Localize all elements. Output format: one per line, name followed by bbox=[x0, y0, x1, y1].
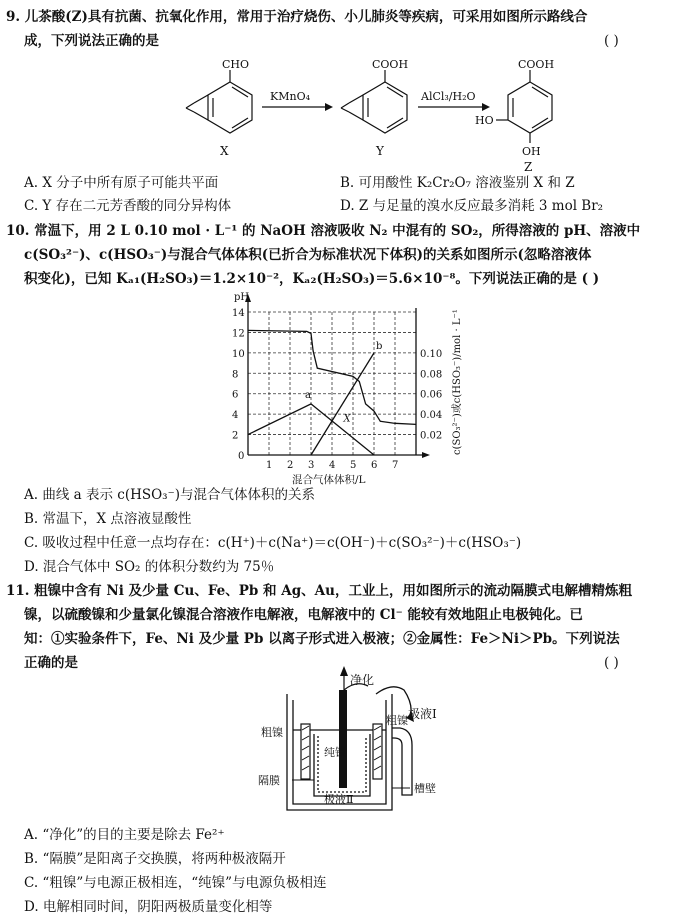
reagent-1-label: KMnO₄ bbox=[270, 90, 310, 103]
q10-option-c: C. 吸收过程中任意一点均存在：c(H⁺)＋c(Na⁺)＝c(OH⁻)＋c(SO₃²⁻)＋c(HSO₃⁻) bbox=[24, 535, 522, 551]
y2-tick-label: 0.10 bbox=[420, 348, 443, 360]
x-tick-label: 4 bbox=[329, 460, 336, 471]
y2-axis-label: c(SO₃²⁻)或c(HSO₃⁻)/mol · L⁻¹ bbox=[452, 309, 463, 455]
z-oh-label: OH bbox=[522, 145, 541, 158]
y2-tick-label: 0.02 bbox=[420, 430, 443, 442]
q10-stem-line2: c(SO₃²⁻)、c(HSO₃⁻)与混合气体体积(已折合为标准状况下体积)的关系如图所示(忽略溶液体 bbox=[24, 247, 592, 263]
q9-stem-line2: 成，下列说法正确的是 bbox=[24, 33, 159, 49]
x-tick-label: 3 bbox=[308, 460, 315, 471]
x-compound-label: X bbox=[220, 144, 229, 158]
q11-stem-line1: 11. 粗镍中含有 Ni 及少量 Cu、Fe、Pb 和 Ag、Au，工业上，用如图所示的流动隔膜式电解槽精炼粗 bbox=[6, 583, 632, 599]
q9-option-c: C. Y 存在二元芳香酸的同分异构体 bbox=[24, 198, 232, 214]
x-axis-label: 混合气体体积/L bbox=[292, 474, 366, 486]
liquid-2-label: 极液Ⅱ bbox=[324, 793, 354, 806]
origin-label: 0 bbox=[238, 451, 245, 462]
q9-option-d: D. Z 与足量的溴水反应最多消耗 3 mol Br₂ bbox=[340, 198, 604, 214]
q11-option-d: D. 电解相同时间，阴阳两极质量变化相等 bbox=[24, 899, 273, 915]
y2-tick-label: 0.08 bbox=[420, 369, 443, 381]
x-cho-label: CHO bbox=[222, 58, 250, 71]
y2-tick-label: 0.06 bbox=[420, 389, 443, 401]
q11-stem-line3: 知：①实验条件下，Fe、Ni 及少量 Pb 以离子形式进入极液；②金属性：Fe＞Ni＞Pb。下列说法 bbox=[24, 631, 620, 647]
y-tick-label: 8 bbox=[232, 369, 239, 381]
tank-wall-label: 槽壁 bbox=[414, 782, 436, 795]
y-tick-label: 10 bbox=[232, 348, 245, 360]
q11-answer-paren: ( ) bbox=[604, 655, 619, 671]
crude-nickel-right-label: 粗镍 bbox=[386, 714, 408, 727]
x-tick-label: 5 bbox=[350, 460, 357, 471]
crude-nickel-right-electrode bbox=[373, 724, 382, 779]
y-compound-label: Y bbox=[376, 144, 384, 158]
q11-option-b: B. “隔膜”是阳离子交换膜，将两种极液隔开 bbox=[24, 851, 286, 867]
membrane-label: 隔膜 bbox=[258, 774, 280, 787]
z-cooh-label: COOH bbox=[518, 58, 555, 71]
purify-label: 净化 bbox=[350, 673, 375, 687]
tank-side-wall bbox=[392, 728, 412, 795]
q10-option-b: B. 常温下，X 点溶液显酸性 bbox=[24, 511, 192, 527]
crude-nickel-left-label: 粗镍 bbox=[261, 726, 283, 739]
q11-stem-line2: 镍，以硫酸镍和少量氯化镍混合溶液作电解液，电解液中的 Cl⁻ 能较有效地阻止电极钝化。已 bbox=[24, 607, 583, 623]
reagent-2-label: AlCl₃/H₂O bbox=[421, 90, 476, 103]
q11-option-a: A. “净化”的目的主要是除去 Fe²⁺ bbox=[24, 827, 225, 843]
z-ho-label: HO bbox=[475, 114, 494, 127]
q9-stem-line1: 9. 儿茶酸(Z)具有抗菌、抗氧化作用，常用于治疗烧伤、小儿肺炎等疾病，可采用如图所示路线合 bbox=[6, 9, 588, 25]
q11-option-c: C. “粗镍”与电源正极相连，“纯镍”与电源负极相连 bbox=[24, 875, 327, 891]
liquid-1-label: 极液Ⅰ bbox=[408, 707, 437, 721]
x-tick-label: 1 bbox=[266, 460, 273, 471]
pure-nickel-label: 纯镍 bbox=[324, 746, 346, 759]
y-cooh-label: COOH bbox=[372, 58, 409, 71]
q10-stem-line3: 积变化)，已知 Kₐ₁(H₂SO₃)＝1.2×10⁻²，Kₐ₂(H₂SO₃)＝5.6×10⁻⁸。下列说法正确的是 ( ) bbox=[24, 271, 600, 287]
y-tick-label: 4 bbox=[232, 410, 239, 422]
series-b-label: b bbox=[376, 340, 383, 352]
y2-tick-label: 0.04 bbox=[420, 410, 443, 422]
x-tick-label: 6 bbox=[371, 460, 378, 471]
q11-stem-line4: 正确的是 bbox=[24, 655, 78, 671]
q10-option-a: A. 曲线 a 表示 c(HSO₃⁻)与混合气体体积的关系 bbox=[24, 487, 315, 503]
y-tick-label: 14 bbox=[232, 308, 245, 319]
flow-arrow-up bbox=[340, 666, 348, 676]
q10-option-d: D. 混合气体中 SO₂ 的体积分数约为 75％ bbox=[24, 559, 275, 575]
y-tick-label: 6 bbox=[232, 389, 239, 401]
y-axis-label: pH bbox=[234, 292, 250, 303]
pure-nickel-electrode bbox=[339, 690, 347, 788]
crude-nickel-left-electrode bbox=[301, 724, 310, 779]
q9-option-a: A. X 分子中所有原子可能共平面 bbox=[24, 175, 219, 191]
x-tick-label: 2 bbox=[287, 460, 294, 471]
point-x-label: X bbox=[343, 413, 351, 425]
q9-answer-paren: ( ) bbox=[604, 33, 619, 49]
series-a-label: a bbox=[305, 389, 311, 401]
y-tick-label: 12 bbox=[232, 328, 245, 340]
y-tick-label: 2 bbox=[232, 430, 239, 442]
x-tick-label: 7 bbox=[392, 460, 399, 471]
z-compound-label: Z bbox=[524, 160, 533, 174]
q9-option-b: B. 可用酸性 K₂Cr₂O₇ 溶液鉴别 X 和 Z bbox=[340, 175, 575, 191]
q10-stem-line1: 10. 常温下，用 2 L 0.10 mol · L⁻¹ 的 NaOH 溶液吸收 N₂ 中混有的 SO₂，所得溶液的 pH、溶液中 bbox=[6, 223, 641, 239]
